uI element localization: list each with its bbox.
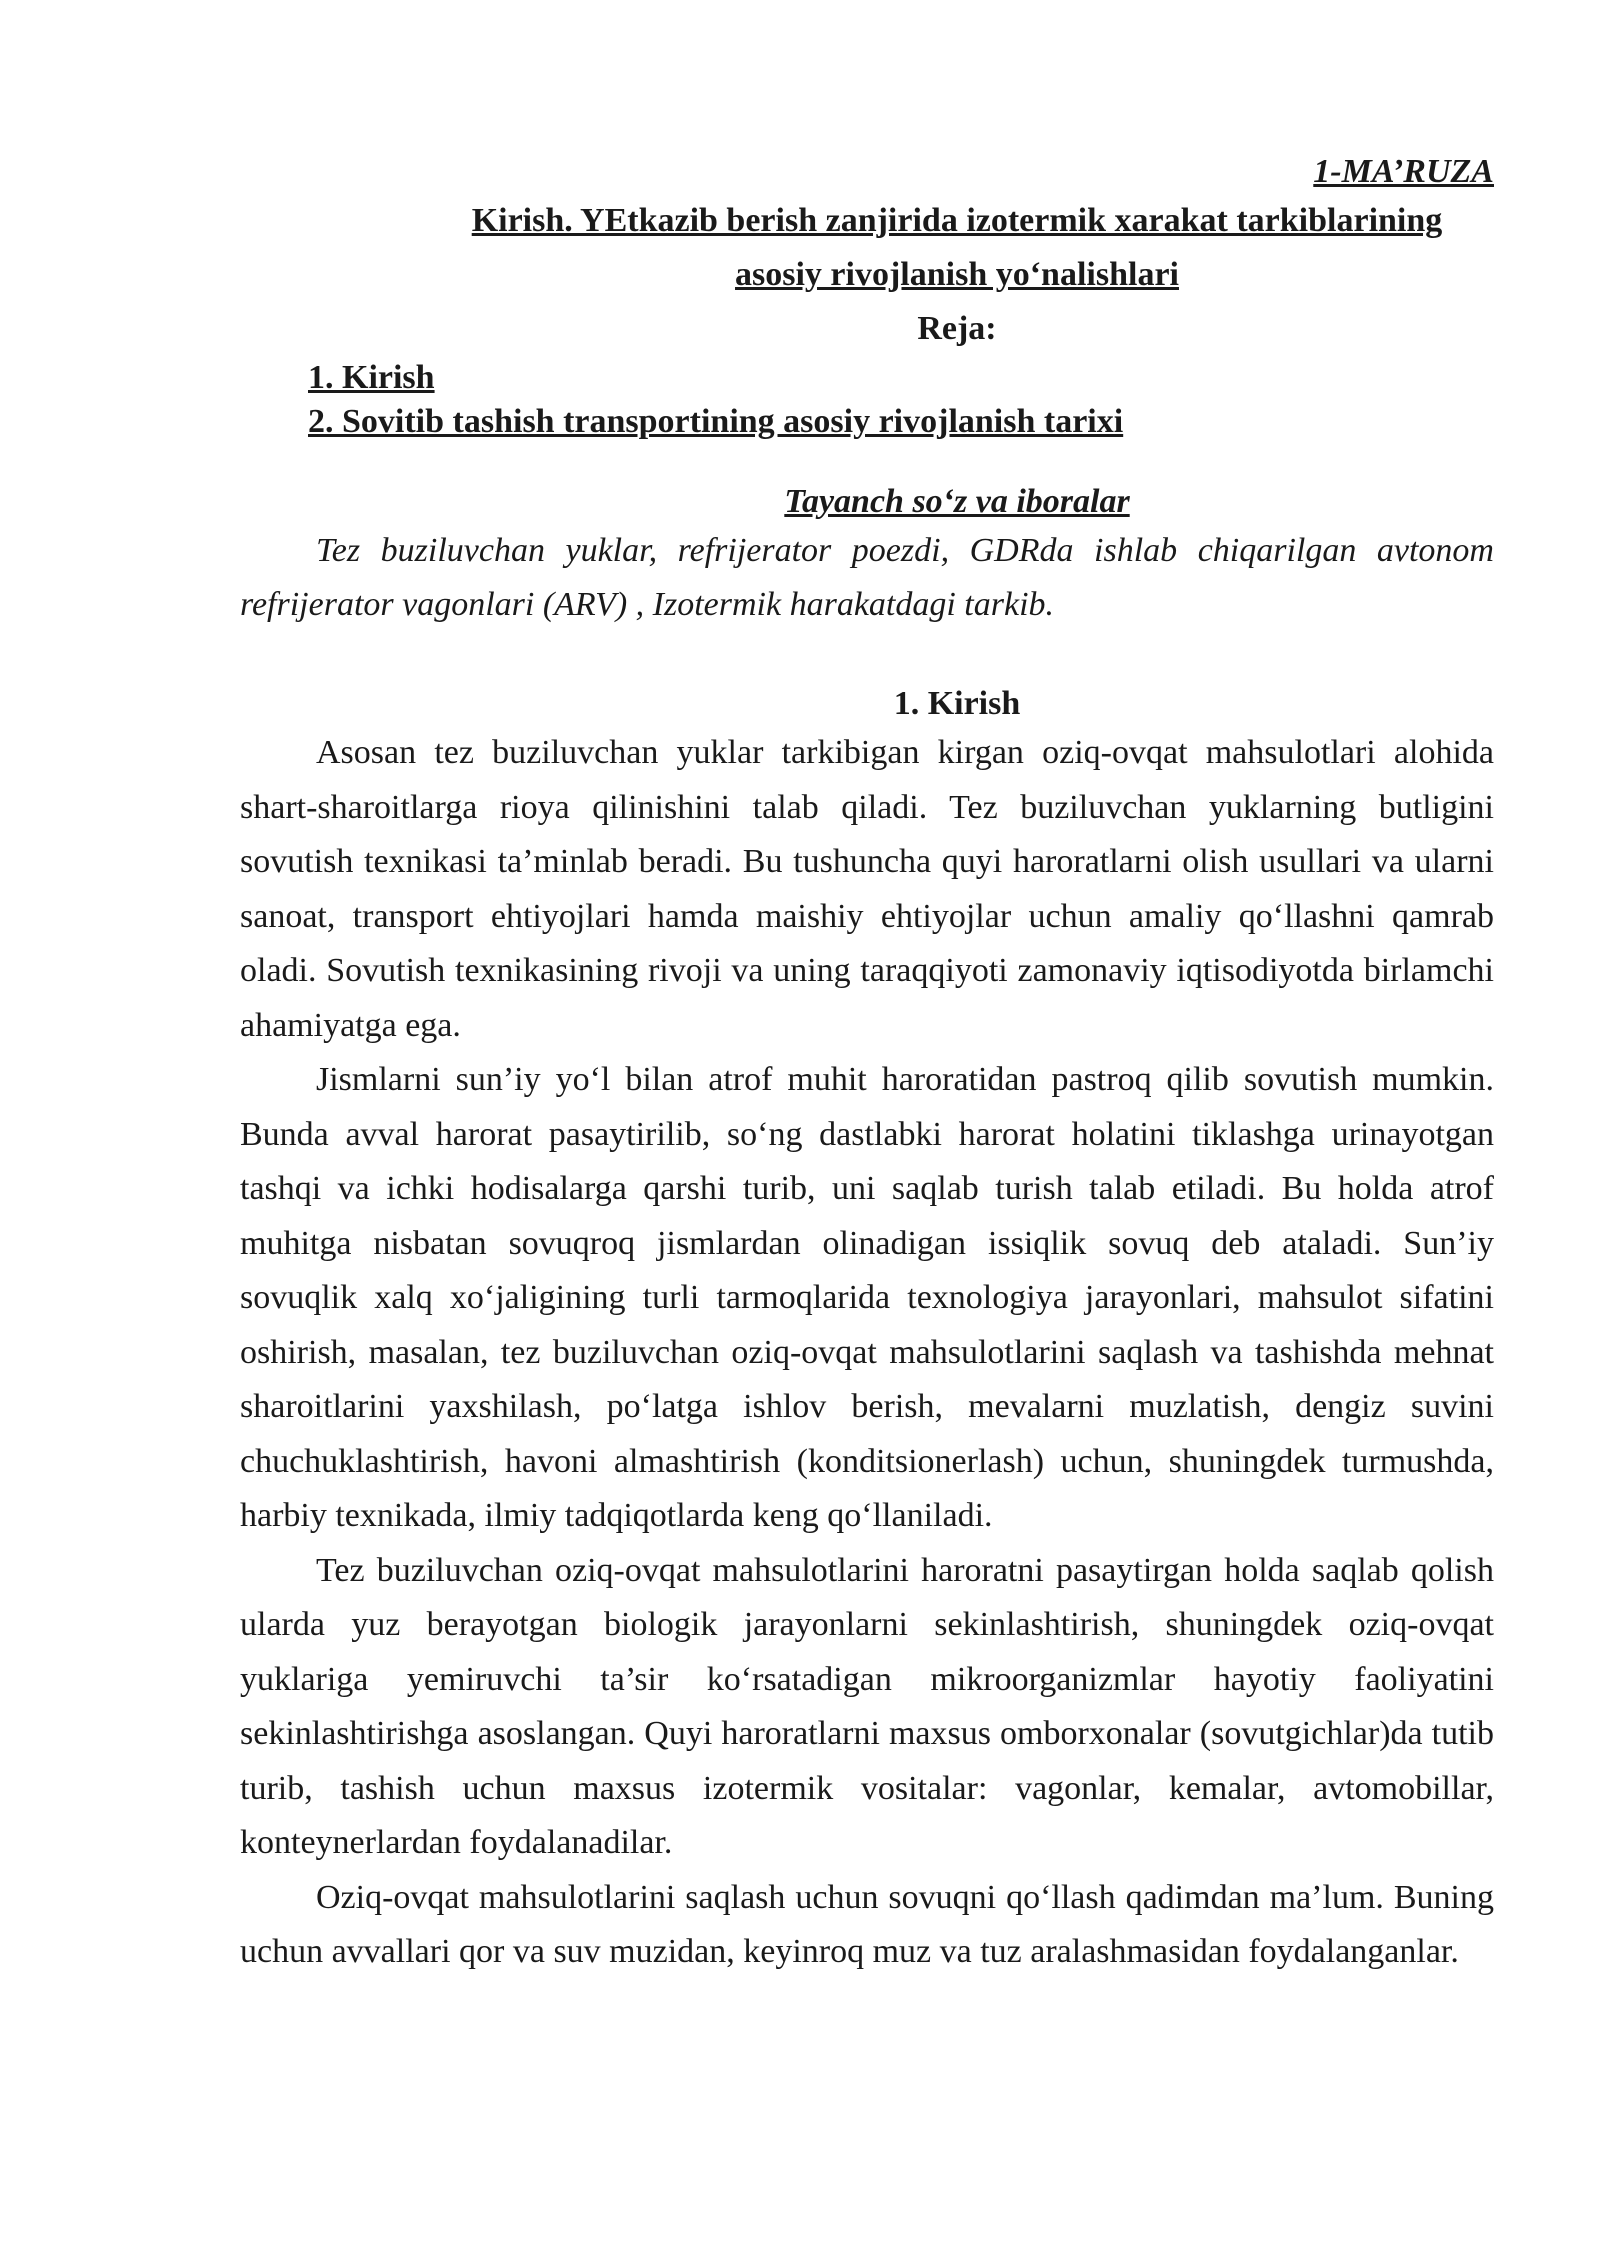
keywords-title: Tayanch so‘z va iboralar [784, 483, 1130, 520]
plan-label: Reja: [917, 310, 997, 347]
lecture-title-line-2 [240, 248, 1494, 302]
paragraph-1: Asosan tez buziluvchan yuklar tarkibigan kirgan oziq-ovqat mahsulotlari alohida shart-sharoitlarga rioya qilinishini talab qiladi. Tez buziluvchan yuklarning butligini sovutish texnikasi ta’minlab beradi. Bu tushuncha quyi haroratlarni olish usullari va ularni sanoat, transport ehtiyojlari hamda maishiy ehtiyojlar uchun amaliy qo‘llashni qamrab oladi. Sovutish texnikasining rivoji va uning taraqqiyoti zamonaviy iqtisodiyotda birlamchi ahamiyatga ega. [240, 734, 1494, 1044]
plan-list [240, 356, 1494, 444]
lecture-title-line-2-text: asosiy rivojlanish yo‘nalishlari [735, 256, 1179, 293]
lecture-number: 1-MA’RUZA [1313, 153, 1494, 190]
section-heading-kirish: 1. Kirish [893, 685, 1021, 722]
lecture-title-line-1-text: Kirish. YEtkazib berish zanjirida izotermik xarakat tarkiblarining [471, 202, 1443, 239]
lecture-title-line-1 [240, 194, 1494, 248]
paragraph-3: Tez buziluvchan oziq-ovqat mahsulotlarini haroratni pasaytirgan holda saqlab qolish ularda yuz berayotgan biologik jarayonlarni sekinlashtirish, shuningdek oziq-ovqat yuklariga yemiruvchi ta’sir ko‘rsatadigan mikroorganizmlar hayotiy faoliyatini sekinlashtirishga asoslangan. Quyi haroratlarni maxsus omborxonalar (sovutgichlar)da tutib turib, tashish uchun maxsus izotermik vositalar: vagonlar, kemalar, avtomobillar, konteynerlardan foydalanadilar. [240, 1551, 1494, 1861]
keywords-text: Tez buziluvchan yuklar, refrijerator poezdi, GDRda ishlab chiqarilgan avtonom refrijerator vagonlari (ARV) , Izotermik harakatdagi tarkib. [240, 532, 1494, 623]
paragraph-2: Jismlarni sun’iy yo‘l bilan atrof muhit haroratidan pastroq qilib sovutish mumkin. Bunda avval harorat pasaytirilib, so‘ng dastlabki harorat holatini tiklashga urinayotgan tashqi va ichki hodisalarga qarshi turib, uni saqlab turish talab etiladi. Bu holda atrof muhitga nisbatan sovuqroq jismlardan olinadigan issiqlik sovuq deb ataladi. Sun’iy sovuqlik xalq xo‘jaligining turli tarmoqlarida texnologiya jarayonlari, mahsulot sifatini oshirish, masalan, tez buziluvchan oziq-ovqat mahsulotlarini saqlash va tashishda mehnat sharoitlarini yaxshilash, po‘latga ishlov berish, mevalarni muzlatish, dengiz suvini chuchuklashtirish, havoni almashtirish (konditsionerlash) uchun, shuningdek turmushda, harbiy texnikada, ilmiy tadqiqotlarda keng qo‘llaniladi. [240, 1061, 1494, 1534]
paragraph-4: Oziq-ovqat mahsulotlarini saqlash uchun sovuqni qo‘llash qadimdan ma’lum. Buning uchun avvallari qor va suv muzidan, keyinroq muz va tuz aralashmasidan foydalanganlar. [240, 1878, 1494, 1970]
plan-item-2: 2. Sovitib tashish transportining asosiy rivojlanish tarixi [308, 403, 1124, 440]
document-page [240, 150, 1494, 1980]
plan-item-1: 1. Kirish [308, 359, 435, 396]
